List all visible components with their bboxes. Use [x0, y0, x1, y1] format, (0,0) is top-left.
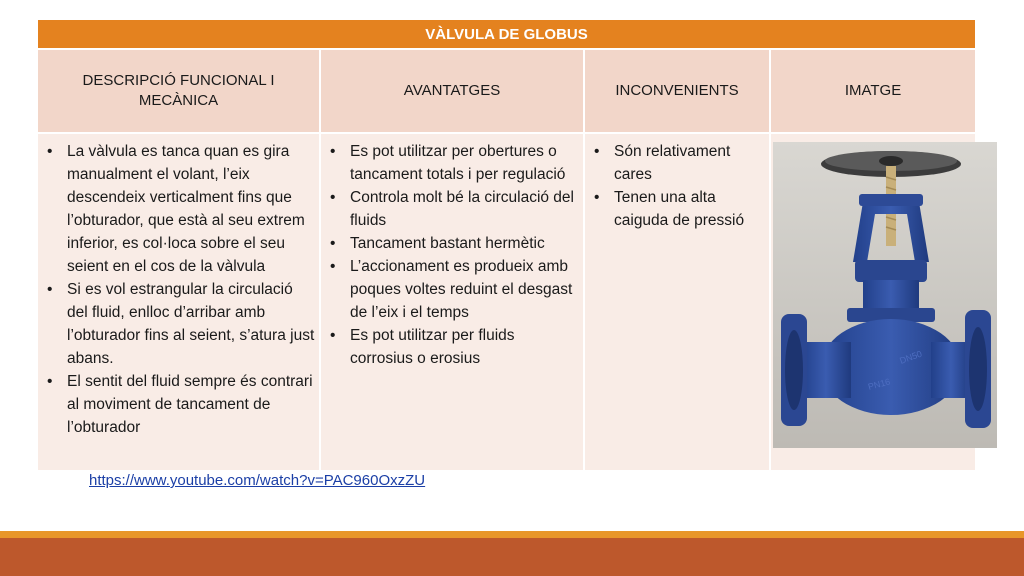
list-item: • Es pot utilitzar per fluids corrosius o erosius [350, 324, 579, 370]
svg-text:DN50: DN50 [898, 348, 924, 366]
footer-stripe-rust [0, 538, 1024, 576]
globe-valve-table [38, 20, 975, 470]
advantages-list [325, 140, 579, 370]
list-item: • El sentit del fluid sempre és contrari al moviment de tancament de l’obturador [67, 370, 315, 439]
list-item: • Tancament bastant hermètic [350, 232, 579, 255]
globe-valve-photo [773, 142, 997, 448]
image-cell [770, 133, 975, 470]
disadvantages-list [589, 140, 765, 232]
svg-text:PN16: PN16 [866, 376, 892, 392]
table-title: VÀLVULA DE GLOBUS [38, 20, 975, 49]
advantages-cell [320, 133, 584, 470]
header-image: IMATGE [770, 49, 975, 133]
list-item: • Controla molt bé la circulació del fluids [350, 186, 579, 232]
list-item: • La vàlvula es tanca quan es gira manualment el volant, l’eix descendeix verticalment fins que l’obturador, que està al seu extrem inferior, es col·loca sobre el seu seient en el cos de la vàlvula [67, 140, 315, 278]
youtube-link[interactable]: https://www.youtube.com/watch?v=PAC960OxzZU [89, 472, 426, 489]
disadvantages-cell [584, 133, 770, 470]
list-item: • Tenen una alta caiguda de pressió [614, 186, 765, 232]
footer-stripe-orange [0, 531, 1024, 538]
list-item: • Si es vol estrangular la circulació del fluid, enlloc d’arribar amb l’obturador fins al seient, s’atura just abans. [67, 278, 315, 370]
header-description: DESCRIPCIÓ FUNCIONAL I MECÀNICA [38, 49, 320, 133]
header-disadvantages: INCONVENIENTS [584, 49, 770, 133]
list-item: • Són relativament cares [614, 140, 765, 186]
header-advantages: AVANTATGES [320, 49, 584, 133]
list-item: • L’accionament es produeix amb poques voltes reduint el desgast de l’eix i el temps [350, 255, 579, 324]
description-list [42, 140, 315, 439]
list-item: • Es pot utilitzar per obertures o tancament totals i per regulació [350, 140, 579, 186]
description-cell [38, 133, 320, 470]
